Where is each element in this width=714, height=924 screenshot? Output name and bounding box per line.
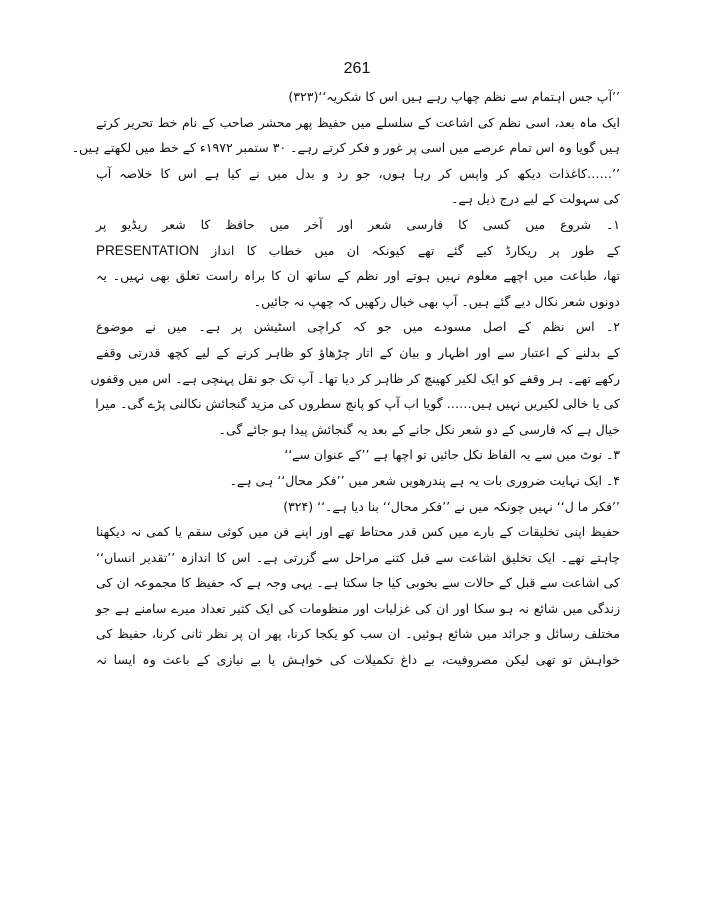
text-line: کی اشاعت سے قبل کے حالات سے بخوبی کیا جا سکتا ہے۔ یہی وجہ ہے کہ حفیظ کا مجموعہ ان کی (96, 575, 620, 591)
text-line: چاہتے تھے۔ ایک تخلیق اشاعت سے قبل کتنے مراحل سے گزرتی ہے۔ اس کا اندازہ ’’تقدیر انساں‘‘ (96, 549, 620, 565)
page-number: 261 (343, 60, 371, 77)
text-line: زندگی میں شائع نہ ہو سکا اور ان کی غزلیات اور منظومات کی ایک کثیر تعداد میرے سامنے ہے جو (96, 600, 620, 616)
text-line: خیال ہے کہ فارسی کے دو شعر نکل جانے کے بعد یہ گنجائش پیدا ہو جائے گی۔ (218, 421, 620, 437)
text-line: مختلف رسائل و جرائد میں شائع ہوئیں۔ ان سب کو یکجا کرنا، پھر ان پر نظر ثانی کرنا، حفیظ کی (96, 626, 620, 642)
text-line: کی یا خالی لکیریں نہیں ہیں…… گویا اب آپ کو پانچ سطروں کی مزید گنجائش نکالنی پڑے گی۔ میرا (95, 396, 620, 412)
latin-word: PRESENTATION (96, 242, 200, 258)
text-line: کے بدلنے کے اعتبار سے اور اظہار و بیان کے اتار چڑھاؤ کو ظاہر کرنے کے لیے کچھ قدرتی وقفے (96, 344, 620, 360)
text-line: ۱۔ شروع میں کسی کا فارسی شعر اور آخر میں حافظ کا شعر ریڈیو پر (96, 216, 620, 232)
text-line: ’’فکر ما ل‘‘ نہیں چونکہ میں نے ’’فکر محال‘‘ بنا دیا ہے۔‘‘ (۳۲۴) (283, 498, 620, 514)
text-line: حفیظ اپنی تخلیقات کے بارے میں کس قدر محتاط تھے اور اپنے فن میں کوئی سقم یا کمی نہ دیکھنا (96, 524, 620, 540)
text-line: دونوں شعر نکال دیے گئے ہیں۔ آپ بھی خیال رکھیں کہ چھپ نہ جائیں۔ (253, 293, 620, 309)
urdu-body-text (71, 84, 620, 673)
text-line-rest: کے طور پر ریکارڈ کیے گئے تھے کیونکہ ان میں خطاب کا انداز (211, 242, 620, 258)
text-line: ایک ماہ بعد، اسی نظم کی اشاعت کے سلسلے میں حفیظ پھر محشر صاحب کے نام خط تحریر کرتے (96, 114, 620, 130)
text-line: ۲۔ اس نظم کے اصل مسودے میں جو کہ کراچی اسٹیشن پر ہے۔ میں نے موضوع (96, 319, 620, 335)
text-line: ہیں گویا وہ اس تمام عرصے میں اسی پر غور و فکر کرتے رہے۔ ۳۰ ستمبر ۱۹۷۲ء کے خط میں لکھتے ہیں۔ (71, 140, 620, 156)
text-line (96, 238, 620, 264)
text-line: ۴۔ ایک نہایت ضروری بات یہ ہے پندرھویں شعر میں ’’فکر محال‘‘ ہی ہے۔ (229, 472, 620, 488)
text-line: کی سہولت کے لیے درج ذیل ہے۔ (451, 191, 620, 207)
text-line: ’’آپ جس اہتمام سے نظم چھاپ رہے ہیں اس کا شکریہ‘‘(۳۲۳) (288, 89, 620, 104)
text-line: ’’……کاغذات دیکھ کر واپس کر رہا ہوں، جو رد و بدل میں نے کیا ہے اس کا خلاصہ آپ (96, 165, 620, 181)
text-line: تھا، طباعت میں اچھے معلوم نہیں ہوتے اور نظم کے ساتھ ان کا براہ راست تعلق بھی نہیں۔ یہ (96, 268, 620, 284)
text-line: رکھے تھے۔ ہر وقفے کو ایک لکیر کھینچ کر ظاہر کر دیا تھا۔ آپ تک جو نقل پہنچی ہے۔ اس میں وقفوں (90, 370, 620, 386)
text-line: ۳۔ نوٹ میں سے یہ الفاظ نکل جائیں تو اچھا ہے ’’کے عنوان سے‘‘ (284, 447, 620, 463)
text-line: خواہش تو تھی لیکن مصروفیت، بے داغ تکمیلات کی خواہش یا بے نیازی کے باعث وہ ایسا نہ (96, 652, 620, 668)
